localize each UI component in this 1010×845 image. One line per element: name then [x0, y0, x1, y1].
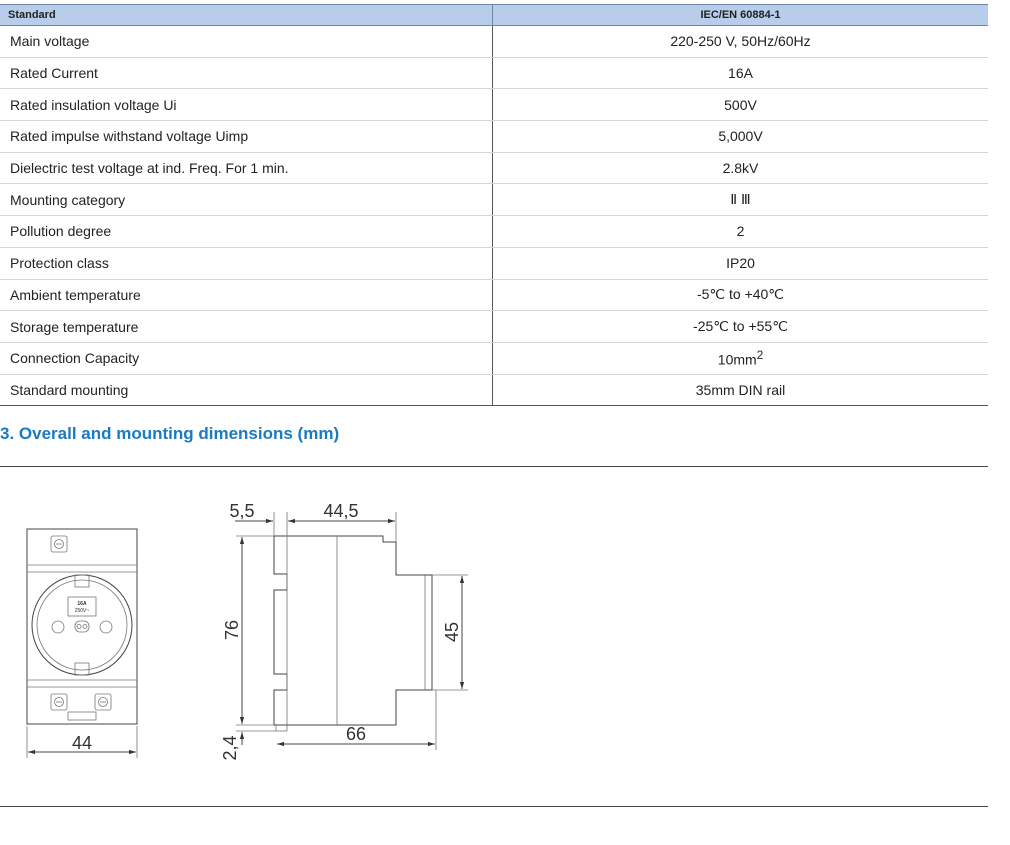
row-value: -5℃ to +40℃ [493, 279, 989, 311]
screw-icon [51, 536, 67, 552]
section-bottom-rule [0, 806, 988, 807]
row-value [493, 342, 989, 374]
dimension-66-label: 66 [345, 724, 367, 744]
header-standard: Standard [0, 5, 493, 26]
row-label: Standard mounting [0, 374, 493, 406]
row-value: IP20 [493, 247, 989, 279]
row-label: Ambient temperature [0, 279, 493, 311]
dimension-2-4-label: 2,4 [220, 735, 240, 761]
side-view-profile [274, 536, 432, 731]
row-value-text: 10mm [717, 351, 757, 368]
table-row [0, 89, 988, 121]
row-value: 500V [493, 89, 989, 121]
section-top-rule [0, 466, 988, 467]
row-value: -25℃ to +55℃ [493, 311, 989, 343]
row-label: Protection class [0, 247, 493, 279]
row-label: Pollution degree [0, 216, 493, 248]
header-standard-value: IEC/EN 60884-1 [493, 5, 989, 26]
row-value: Ⅱ Ⅲ [493, 184, 989, 216]
row-label: Connection Capacity [0, 342, 493, 374]
row-value: 2 [493, 216, 989, 248]
row-label: Dielectric test voltage at ind. Freq. For 1 min. [0, 152, 493, 184]
row-value: 2.8kV [493, 152, 989, 184]
front-view-socket [27, 529, 137, 724]
row-value: 5,000V [493, 121, 989, 153]
table-row [0, 121, 988, 153]
table-header-row [0, 5, 988, 26]
row-value-superscript: 2 [756, 348, 764, 362]
row-label: Rated impulse withstand voltage Uimp [0, 121, 493, 153]
table-row [0, 311, 988, 343]
dimension-5-5-label: 5,5 [229, 501, 255, 521]
table-row [0, 279, 988, 311]
front-width-label: 44 [71, 733, 93, 753]
table-row [0, 342, 988, 374]
table-row [0, 152, 988, 184]
row-label: Main voltage [0, 26, 493, 58]
row-label: Mounting category [0, 184, 493, 216]
table-row [0, 374, 988, 406]
socket-rating-voltage: 250V~ [74, 608, 90, 614]
row-value: 16A [493, 57, 989, 89]
dimension-45-label: 45 [442, 621, 462, 643]
specification-table [0, 4, 988, 406]
section-title: 3. Overall and mounting dimensions (mm) [0, 424, 340, 443]
row-value: 35mm DIN rail [493, 374, 989, 406]
socket-rating-current: 16A [77, 601, 87, 607]
table-row [0, 216, 988, 248]
table-row [0, 247, 988, 279]
dimension-44-5-label: 44,5 [323, 501, 359, 521]
table-row [0, 26, 988, 58]
screw-icon [51, 694, 67, 710]
row-label: Rated insulation voltage Ui [0, 89, 493, 121]
dimension-drawing [0, 490, 520, 770]
row-label: Rated Current [0, 57, 493, 89]
table-row [0, 184, 988, 216]
row-value: 220-250 V, 50Hz/60Hz [493, 26, 989, 58]
screw-icon [95, 694, 111, 710]
table-row [0, 57, 988, 89]
dimension-76-label: 76 [222, 619, 242, 641]
row-label: Storage temperature [0, 311, 493, 343]
